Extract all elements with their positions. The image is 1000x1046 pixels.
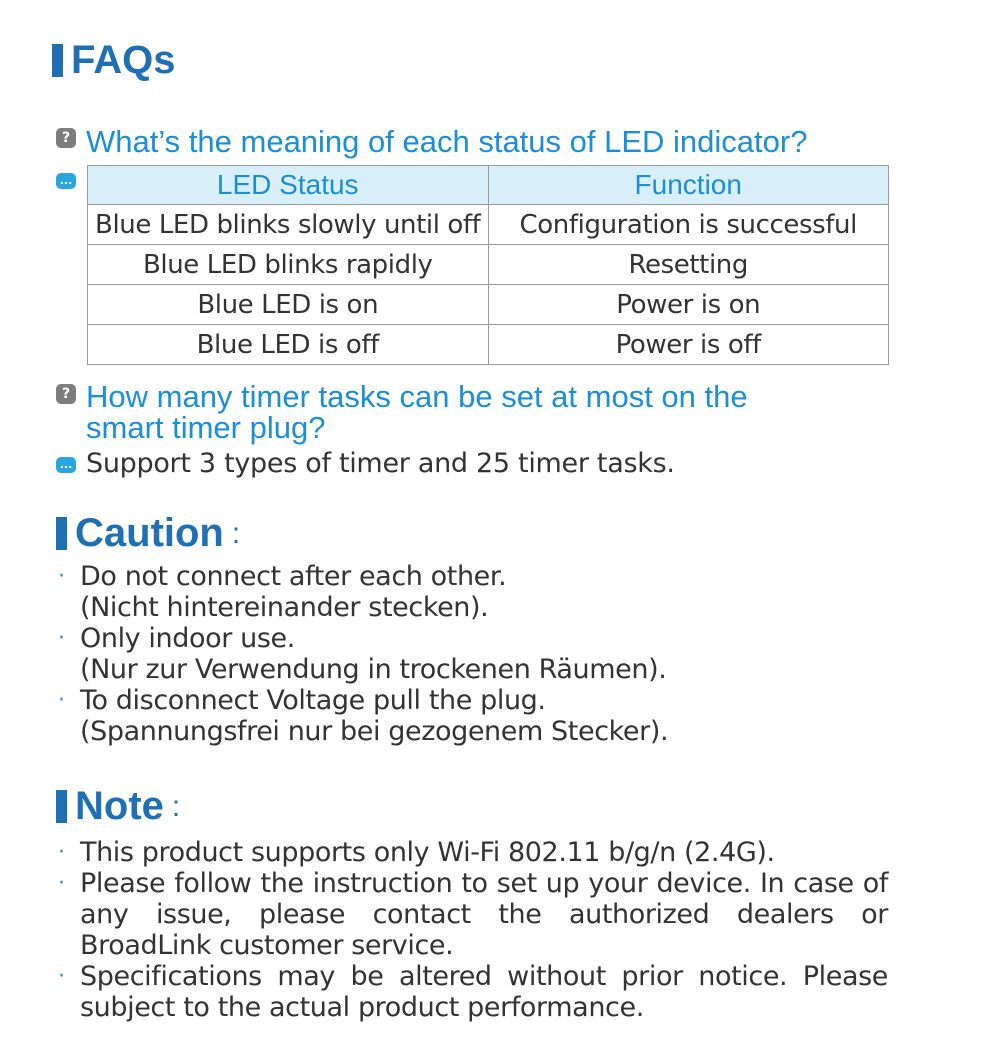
note-text: This product supports only Wi-Fi 802.11 b/g/n (2.4G). — [80, 837, 775, 868]
caution-text-de: (Nicht hintereinander stecken). — [80, 592, 489, 623]
note-text: Please follow the instruction to set up your device. In case of any issue, please contact the authorized dealers or BroadLink customer service. — [80, 868, 888, 961]
table-cell-function: Power is on — [488, 285, 889, 325]
caution-colon: : — [231, 516, 241, 550]
faq-question-timer — [86, 381, 748, 443]
list-item — [58, 961, 888, 1023]
answer-icon: ... — [56, 457, 76, 473]
table-header-function: Function — [488, 166, 889, 205]
note-heading — [56, 784, 180, 829]
caution-text-en: Only indoor use. — [80, 623, 295, 654]
note-list — [58, 837, 888, 1023]
list-item — [58, 685, 668, 747]
faq-question-led: What’s the meaning of each status of LED indicator? — [86, 124, 808, 159]
table-row — [88, 245, 889, 285]
caution-text-de: (Spannungsfrei nur bei gezogenem Stecker). — [80, 716, 669, 747]
table-header-row — [88, 166, 889, 205]
table-cell-status: Blue LED blinks rapidly — [88, 245, 489, 285]
bullet-icon: · — [58, 840, 65, 865]
caution-list — [58, 561, 668, 747]
faqs-title: FAQs — [71, 38, 176, 82]
bullet-icon: · — [58, 626, 65, 651]
question-icon: ? — [56, 128, 76, 148]
caution-title: Caution — [75, 511, 224, 555]
bullet-icon: · — [58, 688, 65, 713]
table-cell-status: Blue LED is on — [88, 285, 489, 325]
led-status-table — [87, 165, 889, 365]
caution-text-de: (Nur zur Verwendung in trockenen Räumen). — [80, 654, 667, 685]
faq-answer-timer: Support 3 types of timer and 25 timer tasks. — [86, 448, 675, 479]
faqs-heading — [52, 38, 175, 83]
table-cell-status: Blue LED blinks slowly until off — [88, 205, 489, 245]
list-item — [58, 837, 888, 868]
caution-text-en: Do not connect after each other. — [80, 561, 507, 592]
table-row — [88, 205, 889, 245]
caution-heading — [56, 511, 240, 556]
table-cell-status: Blue LED is off — [88, 325, 489, 365]
faq-question-timer-line1: How many timer tasks can be set at most on the — [86, 379, 748, 414]
table-header-led-status: LED Status — [88, 166, 489, 205]
table-cell-function: Power is off — [488, 325, 889, 365]
answer-icon: ... — [56, 173, 76, 189]
list-item — [58, 561, 668, 623]
bullet-icon: · — [58, 871, 65, 896]
bullet-icon: · — [58, 964, 65, 989]
list-item — [58, 623, 668, 685]
list-item — [58, 868, 888, 961]
note-title: Note — [75, 784, 164, 828]
heading-bar — [52, 44, 63, 77]
table-row — [88, 285, 889, 325]
heading-bar — [56, 517, 67, 550]
table-cell-function: Configuration is successful — [488, 205, 889, 245]
bullet-icon: · — [58, 564, 65, 589]
caution-text-en: To disconnect Voltage pull the plug. — [80, 685, 546, 716]
heading-bar — [56, 790, 67, 823]
note-colon: : — [171, 789, 181, 823]
faq-question-timer-line2: smart timer plug? — [86, 410, 326, 445]
table-cell-function: Resetting — [488, 245, 889, 285]
table-row — [88, 325, 889, 365]
question-icon: ? — [56, 384, 76, 404]
note-text: Specifications may be altered without prior notice. Please subject to the actual product performance. — [80, 961, 888, 1023]
